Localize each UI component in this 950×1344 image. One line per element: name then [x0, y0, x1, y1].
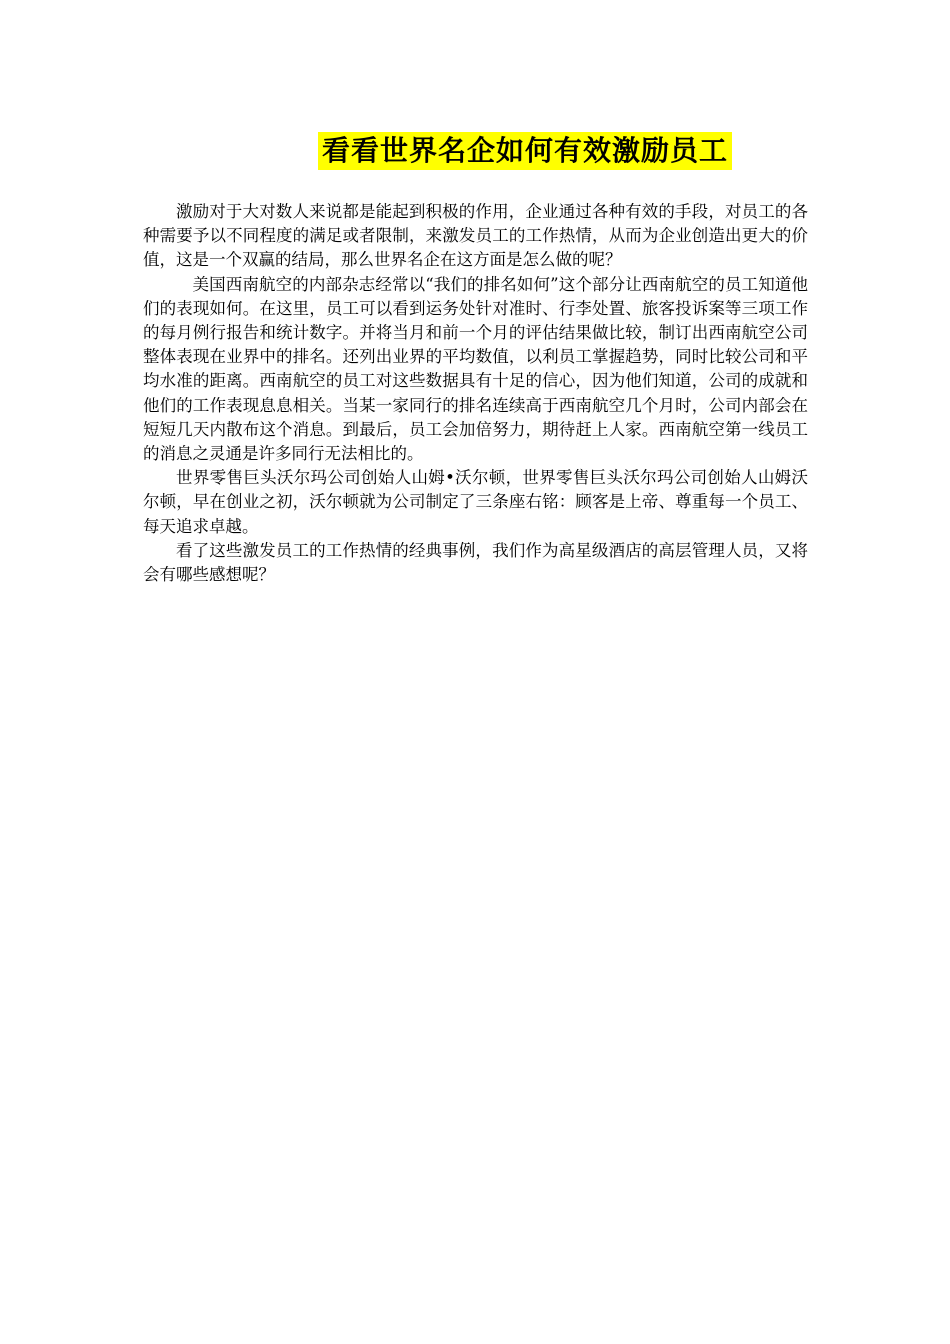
paragraph-intro: 激励对于大对数人来说都是能起到积极的作用，企业通过各种有效的手段，对员工的各种需要予以不同程度的满足或者限制，来激发员工的工作热情，从而为企业创造出更大的价值，这是一个双赢的结局，那么世界名企在这方面是怎么做的呢？: [143, 202, 808, 270]
document-body: [143, 200, 808, 587]
paragraph-southwest-airlines: 美国西南航空的内部杂志经常以“我们的排名如何”这个部分让西南航空的员工知道他们的表现如何。在这里，员工可以看到运务处针对准时、行李处置、旅客投诉案等三项工作的每月例行报告和统计数字。并将当月和前一个月的评估结果做比较，制订出西南航空公司整体表现在业界中的排名。还列出业界的平均数值，以利员工掌握趋势，同时比较公司和平均水准的距离。西南航空的员工对这些数据具有十足的信心，因为他们知道，公司的成就和他们的工作表现息息相关。当某一家同行的排名连续高于西南航空几个月时，公司内部会在短短几天内散布这个消息。到最后，员工会加倍努力，期待赶上人家。西南航空第一线员工的消息之灵通是许多同行无法相比的。: [143, 274, 808, 464]
paragraph-conclusion: 看了这些激发员工的工作热情的经典事例，我们作为高星级酒店的高层管理人员，又将会有哪些感想呢？: [143, 540, 808, 585]
document-title: 看看世界名企如何有效激励员工: [318, 132, 732, 170]
paragraph-walmart: 世界零售巨头沃尔玛公司创始人山姆•沃尔顿，世界零售巨头沃尔玛公司创始人山姆沃尔顿，早在创业之初，沃尔顿就为公司制定了三条座右铭：顾客是上帝、尊重每一个员工、每天追求卓越。: [143, 468, 808, 536]
title-container: [0, 132, 950, 170]
